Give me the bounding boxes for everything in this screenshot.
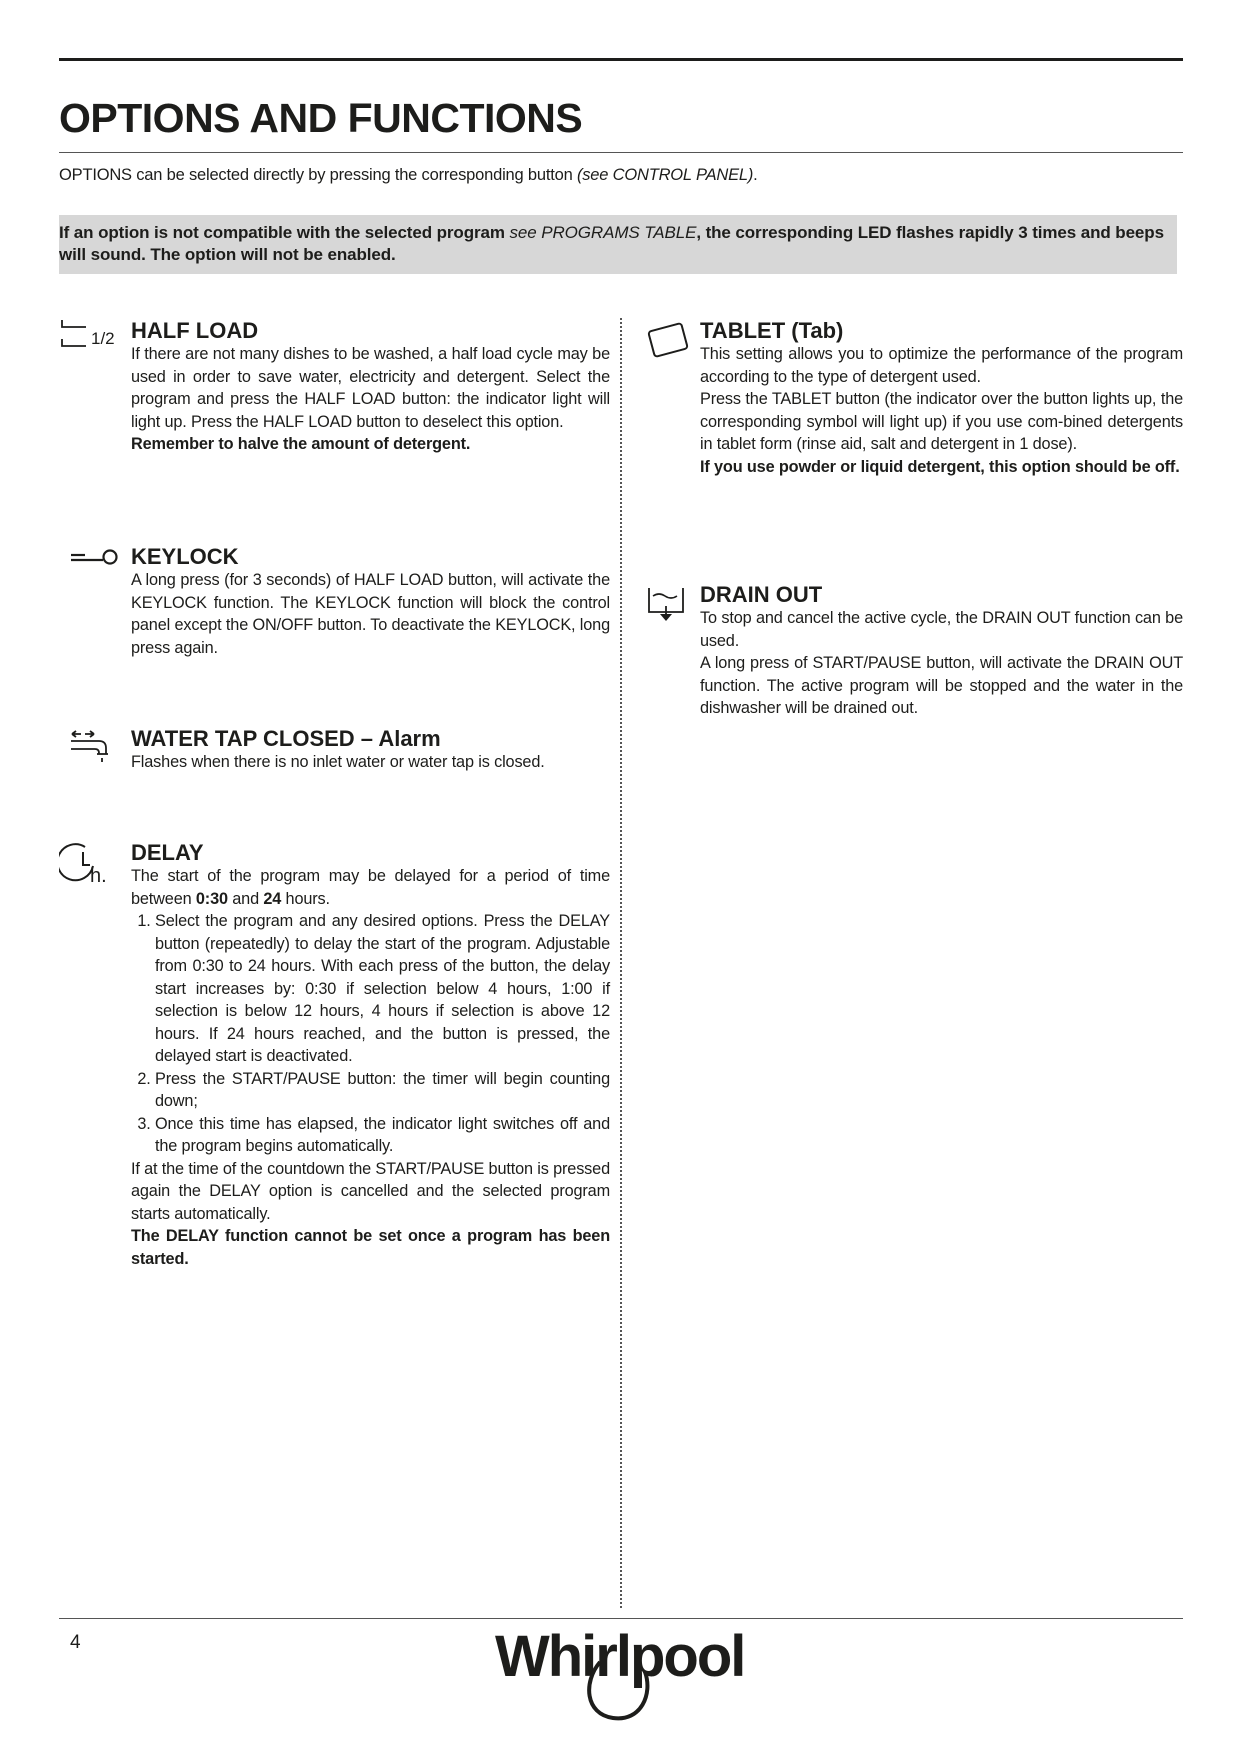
title-rule [59, 152, 1183, 153]
clock-icon [59, 838, 119, 893]
tablet-body: This setting allows you to optimize the performance of the program according to the type of detergent used. Press the TABLET button (the indicator over the button lights up, the corresponding symbol will light up) if you use com-bined detergents in tablet form (rinse aid, salt and detergent in 1 dose). If you use powder or liquid detergent, this option should be off. [700, 345, 1183, 476]
drain-icon [645, 582, 697, 631]
half-load-icon [59, 318, 123, 355]
half-load-title: HALF LOAD [131, 318, 259, 343]
brand-name: Whirlpool [495, 1624, 745, 1689]
drain-out-body: To stop and cancel the active cycle, the DRAIN OUT function can be used. A long press of START/PAUSE button, will activate the DRAIN OUT function. The active program will be stopped and the water in the dishwasher will be drained out. [700, 609, 1183, 717]
tablet-title: TABLET (Tab) [700, 318, 844, 343]
half-load-body: If there are not many dishes to be washed, a half load cycle may be used in order to save water, electricity and detergent. Select the program and press the HALF LOAD button: the indicator light will light up. Press the HALF LOAD button to deselect this option. Remember to halve the amount of detergent. [131, 345, 610, 453]
delay-title: DELAY [131, 840, 204, 865]
list-item: 1. Select the program and any desired options. Press the DELAY button (repeatedly) to delay the start of the program. Adjustable from 0:30 to 24 hours. With each press of the button, the delay start increases by: 0:30 if selection below 4 hours, 1:00 if selection is below 12 hours, 4 hours if selection is above 12 hours. If 24 hours reached, and the button is pressed, the delayed start is deactivated. [155, 910, 610, 1068]
list-item: 3. Once this time has elapsed, the indicator light switches off and the program begins automatically. [155, 1113, 610, 1158]
column-divider [620, 318, 622, 1608]
list-item: 2. Press the START/PAUSE button: the timer will begin counting down; [155, 1068, 610, 1113]
keylock-title: KEYLOCK [131, 544, 239, 569]
page-title: OPTIONS AND FUNCTIONS [59, 95, 583, 141]
top-rule [59, 58, 1183, 61]
delay-body: The start of the program may be delayed for a period of time between 0:30 and 24 hours. 1. Select the program and any desired options. Press the DELAY button (repeatedly) to delay the start of the program. Adjustable from 0:30 to 24 hours. With each press of the button, the delay start increases by: 0:30 if selection below 4 hours, 1:00 if selection is below 12 hours, 4 hours if selection is above 12 hours. If 24 hours reached, and the button is pressed, the delayed start is deactivated. 2. Press the START/PAUSE button: the timer will begin counting down; 3. Once this time has elapsed, the indicator light switches off and the program begins automatically. If at the time of the countdown the START/PAUSE button is pressed again the DELAY option is cancelled and the selected program starts automatically. The DELAY function cannot be set once a program has been started. [131, 865, 610, 1270]
compatibility-notice: If an option is not compatible with the selected program see PROGRAMS TABLE, the corresponding LED flashes rapidly 3 times and beeps will sound. The option will not be enabled. [59, 215, 1177, 274]
svg-text:1/2: 1/2 [91, 329, 115, 348]
svg-text:h.: h. [90, 865, 107, 887]
drain-out-title: DRAIN OUT [700, 582, 823, 607]
key-icon [59, 548, 119, 575]
delay-steps [131, 910, 610, 1158]
water-tap-body: Flashes when there is no inlet water or water tap is closed. [131, 753, 545, 771]
keylock-body: A long press (for 3 seconds) of HALF LOAD button, will activate the KEYLOCK function. The KEYLOCK function will block the control panel except the ON/OFF button. To deactivate the KEYLOCK, long press again. [131, 571, 610, 657]
water-tap-title: WATER TAP CLOSED – Alarm [131, 726, 441, 751]
footer-rule [59, 1618, 1183, 1619]
tablet-icon [645, 318, 697, 363]
water-tap-icon [59, 724, 119, 769]
intro-text: OPTIONS can be selected directly by pressing the corresponding button (see CONTROL PANEL). [59, 166, 758, 184]
page-number: 4 [70, 1632, 81, 1653]
